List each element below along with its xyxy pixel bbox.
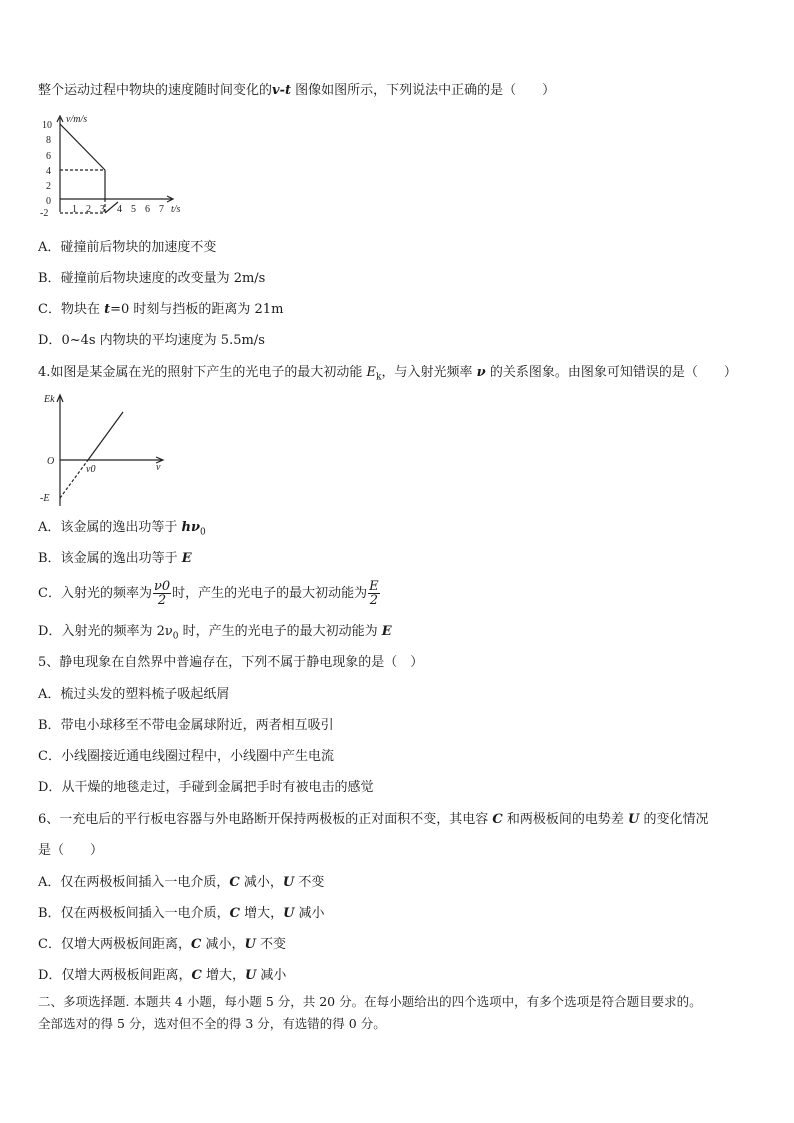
q6-option-a-c: C	[229, 875, 240, 890]
q6-option-a-text-a: 仅在两极板间插入一电介质，	[60, 875, 230, 890]
q3-xtick-4: 4	[117, 204, 122, 215]
q5-option-d	[38, 780, 373, 796]
q5-option-a	[38, 687, 229, 703]
q4-option-d-text-a: 入射光的频率为 2ν	[61, 624, 173, 639]
q4-option-a-sub: 0	[200, 527, 206, 538]
q3-xtick-6: 6	[145, 204, 150, 215]
q3-option-a-label: A．	[38, 240, 61, 255]
q3-option-d	[38, 333, 265, 349]
section2-line2: 全部选对的得 5 分，选对但不全的得 3 分，有选错的得 0 分。	[38, 1016, 386, 1031]
q6-stem-u: U	[628, 812, 640, 827]
q3-option-a-text: 碰撞前后物块的加速度不变	[60, 240, 217, 255]
q3-ytick-8: 8	[46, 135, 51, 146]
q6-option-c-label: C．	[38, 937, 61, 952]
q3-xtick-5: 5	[131, 204, 136, 215]
q4-nu: ν	[476, 365, 486, 380]
q3-stem-var: v-t	[272, 83, 291, 98]
q6-option-b-u: U	[283, 906, 295, 921]
q3-ytick-4: 4	[46, 166, 51, 177]
q6-option-b-label: B．	[38, 906, 61, 921]
q6-option-c-u: U	[244, 937, 256, 952]
q4-option-b-label: B．	[38, 551, 61, 566]
q4-option-a-math: hν	[181, 520, 201, 535]
q4-option-c	[38, 578, 381, 610]
q6-option-a-text-b: 减小，	[239, 875, 283, 890]
q3-stem-text-a: 整个运动过程中物块的速度随时间变化的	[38, 83, 273, 98]
q4-option-d-sub: 0	[172, 631, 179, 642]
q3-option-c-var: t	[104, 302, 111, 317]
q6-option-d	[38, 968, 286, 984]
q6-option-d-u: U	[244, 968, 257, 983]
q3-ytick-0: 0	[46, 196, 51, 207]
q4-option-c-frac2	[368, 580, 380, 607]
q6-option-c-text-a: 仅增大两极板间距离，	[60, 937, 191, 952]
q5-option-d-text: 从干燥的地毯走过，手碰到金属把手时有被电击的感觉	[61, 780, 374, 795]
q4-option-d-math: E	[381, 624, 392, 639]
q4-x0: ν0	[86, 464, 96, 475]
q6-option-d-text-a: 仅增大两极板间距离，	[61, 968, 192, 983]
q4-stem	[38, 365, 737, 386]
q3-xtick-3: 3	[100, 204, 105, 215]
q4-frac2-den: 2	[369, 593, 379, 608]
q3-option-c-text-b: =0 时刻与挡板的距离为 21m	[110, 302, 284, 317]
q6-option-d-label: D．	[38, 968, 62, 983]
q4-option-b	[38, 551, 192, 567]
q5-option-c-text: 小线圈接近通电线圈过程中，小线圈中产生电流	[60, 749, 334, 764]
q4-frac1-num: ν0	[153, 579, 171, 594]
q4-option-b-math: E	[181, 551, 192, 566]
q5-option-b-text: 带电小球移至不带电金属球附近，两者相互吸引	[60, 718, 334, 733]
q6-option-b	[38, 906, 325, 922]
q4-ek-sub: k	[376, 372, 382, 383]
q4-option-c-text-b: 时，产生的光电子的最大初动能为	[172, 586, 368, 601]
q4-stem-text-a: 4.如图是某金属在光的照射下产生的光电子的最大初动能	[38, 365, 367, 380]
q4-option-a-label: A．	[38, 520, 61, 535]
q4-origin: O	[47, 456, 55, 467]
q6-option-a-u: U	[282, 875, 295, 890]
q3-ytick-neg2: -2	[40, 208, 49, 219]
q3-option-a	[38, 240, 216, 256]
q4-ek: E	[366, 365, 377, 380]
q4-stem-text-b: ，与入射光频率	[381, 365, 477, 380]
q3-option-d-label: D．	[38, 333, 62, 348]
q4-option-d-text-b: 时，产生的光电子的最大初动能为	[178, 624, 382, 639]
q3-xlabel: t/s	[171, 204, 181, 215]
q6-stem-line2: 是（ ）	[38, 843, 104, 858]
q6-option-b-text-b: 增大，	[239, 906, 284, 921]
q6-option-a-text-c: 不变	[294, 875, 325, 890]
q6-option-a	[38, 875, 324, 891]
q3-option-b-text: 碰撞前后物块速度的改变量为 2m/s	[60, 271, 266, 286]
q4-neg-e: -E	[40, 493, 50, 504]
q5-option-b	[38, 718, 334, 734]
q4-option-c-label: C．	[38, 586, 61, 601]
q6-stem-c: C	[492, 812, 503, 827]
q6-option-b-c: C	[229, 906, 240, 921]
q5-option-a-text: 梳过头发的塑料梳子吸起纸屑	[60, 687, 230, 702]
q6-option-c	[38, 937, 286, 953]
q4-stem-text-c: 的关系图象。由图象可知错误的是（ ）	[485, 365, 737, 380]
q4-option-a	[38, 520, 206, 541]
q3-option-c	[38, 302, 283, 318]
q3-stem	[38, 83, 555, 99]
q5-option-d-label: D．	[38, 780, 62, 795]
q3-ytick-6: 6	[46, 151, 51, 162]
q5-option-c-label: C．	[38, 749, 61, 764]
q5-option-b-label: B．	[38, 718, 61, 733]
q3-xtick-7: 7	[159, 204, 164, 215]
q6-stem-text-c: 的变化情况	[639, 812, 709, 827]
q5-option-a-label: A．	[38, 687, 61, 702]
q4-ylabel: Ek	[44, 394, 55, 405]
q4-frac1-den: 2	[157, 593, 167, 608]
q5-option-c	[38, 749, 334, 765]
q6-option-c-text-c: 不变	[255, 937, 286, 952]
q6-option-b-text-c: 减小	[294, 906, 325, 921]
q6-stem	[38, 812, 709, 828]
q4-frac2-num: E	[369, 579, 379, 594]
q4-ek-graph	[38, 390, 178, 510]
q3-stem-text-b: 图像如图所示，下列说法中正确的是（ ）	[290, 83, 556, 98]
q4-option-c-text-a: 入射光的频率为	[60, 586, 152, 601]
q3-option-b-label: B．	[38, 271, 61, 286]
q6-option-a-label: A．	[38, 875, 61, 890]
q3-option-c-text-a: 物块在	[60, 302, 105, 317]
q6-option-d-text-c: 减小	[256, 968, 287, 983]
q6-option-b-text-a: 仅在两极板间插入一电介质，	[60, 906, 230, 921]
q3-vt-graph	[36, 112, 196, 222]
q6-stem-text-a: 6、一充电后的平行板电容器与外电路断开保持两极板的正对面积不变，其电容	[38, 812, 493, 827]
q6-option-d-c: C	[191, 968, 202, 983]
q4-option-d	[38, 624, 392, 645]
q4-option-a-text: 该金属的逸出功等于	[60, 520, 182, 535]
q3-option-b	[38, 271, 265, 287]
q3-ylabel: v/m/s	[66, 114, 88, 125]
q4-option-d-label: D．	[38, 624, 62, 639]
q4-option-b-text: 该金属的逸出功等于	[60, 551, 182, 566]
q6-option-d-text-b: 增大，	[201, 968, 245, 983]
q6-stem-text-b: 和两极板间的电势差	[502, 812, 629, 827]
q5-stem: 5、静电现象在自然界中普遍存在，下列不属于静电现象的是（ ）	[38, 655, 424, 670]
section2-line1: 二、多项选择题. 本题共 4 小题，每小题 5 分，共 20 分。在每小题给出的四个选项中，有多个选项是符合题目要求的。	[38, 994, 702, 1009]
q3-xtick-1: 1	[72, 204, 77, 215]
q4-option-c-frac1	[153, 580, 171, 607]
q3-option-d-text: 0~4s 内物块的平均速度为 5.5m/s	[61, 333, 265, 348]
q3-ytick-10: 10	[42, 120, 52, 131]
q3-xtick-2: 2	[86, 204, 91, 215]
q6-option-c-text-b: 减小，	[201, 937, 245, 952]
q4-xlabel: ν	[156, 462, 161, 473]
q3-ytick-2: 2	[46, 181, 51, 192]
q3-option-c-label: C．	[38, 302, 61, 317]
q6-option-c-c: C	[190, 937, 202, 952]
